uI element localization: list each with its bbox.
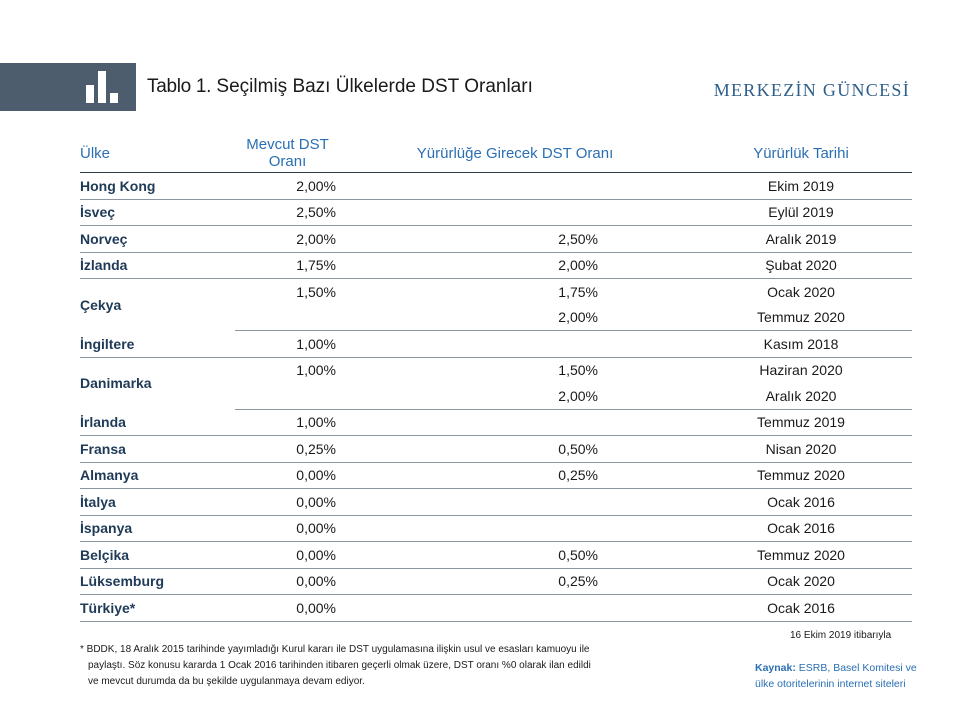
table-row [80,462,912,489]
current-rate-cell: 0,25% [235,436,340,463]
effective-date-cell: Ocak 2016 [690,595,912,622]
footnote-line-3: ve mevcut durumda da bu şekilde uygulanmaya devam ediyor. [88,676,365,687]
effective-date-cell: Eylül 2019 [690,199,912,226]
bar-chart-icon [84,71,124,103]
table-row [80,226,912,253]
country-cell: İrlanda [80,409,235,436]
table-row [80,252,912,279]
upcoming-rate-cell: 0,25% [340,462,690,489]
current-rate-cell: 0,00% [235,595,340,622]
table-row [80,409,912,436]
upcoming-rate-cell [340,199,690,226]
country-cell: Danimarka [80,375,152,392]
country-cell: İtalya [80,489,235,516]
effective-date-cell: Kasım 2018 [690,331,912,358]
source-label: Kaynak: [755,662,796,674]
current-rate-cell: 2,00% [235,173,340,200]
table-row [80,595,912,622]
upcoming-rate-cell [340,595,690,622]
upcoming-rate-cell: 2,00% [340,383,690,409]
header-upcoming-rate: Yürürlüğe Girecek DST Oranı [340,134,690,173]
as-of-date: 16 Ekim 2019 itibarıyla [790,630,892,641]
country-cell: İngiltere [80,331,235,358]
table-row [80,489,912,516]
effective-date-cell: Temmuz 2020 [690,542,912,569]
footnote-line-1: * BDDK, 18 Aralık 2015 tarihinde yayımladığı Kurul kararı ile DST uygulamasına ilişkin usul ve esasları kamuoyu ile [80,644,590,655]
header-band [0,63,136,111]
country-cell: İsveç [80,199,235,226]
page-title [147,76,533,98]
header-country: Ülke [80,134,235,173]
table-row [80,568,912,595]
table-row [80,357,912,383]
upcoming-rate-cell [340,331,690,358]
current-rate-cell: 1,00% [296,362,336,379]
current-rate-cell: 1,50% [296,283,336,300]
footnote-line-2: paylaştı. Söz konusu kararda 1 Ocak 2016 tarihinden itibaren geçerli olmak üzere, DST oranı %0 olarak ilan edildi [88,660,591,671]
effective-date-cell: Temmuz 2020 [690,305,912,331]
brand-logo-text: MERKEZİN GÜNCESİ [713,80,910,100]
country-cell: Norveç [80,226,235,253]
current-rate-cell: 0,00% [235,515,340,542]
effective-date-cell: Aralık 2020 [690,383,912,409]
upcoming-rate-cell: 0,50% [340,542,690,569]
current-rate-cell: 0,00% [235,542,340,569]
effective-date-cell: Nisan 2020 [690,436,912,463]
dst-rates-table [80,134,912,622]
header-effective-date: Yürürlük Tarihi [690,134,912,173]
upcoming-rate-cell [340,515,690,542]
upcoming-rate-cell: 1,50% [558,362,598,379]
country-cell: Lüksemburg [80,568,235,595]
effective-date-cell: Ocak 2016 [690,489,912,516]
table-row [80,199,912,226]
current-rate-cell [235,305,340,331]
upcoming-rate-cell [340,409,690,436]
current-rate-cell: 0,00% [235,568,340,595]
table-row [80,542,912,569]
country-cell: Belçika [80,542,235,569]
current-rate-cell: 0,00% [235,489,340,516]
effective-date-cell: Şubat 2020 [690,252,912,279]
table-row [80,515,912,542]
upcoming-rate-cell [340,173,690,200]
country-cell: İspanya [80,515,235,542]
effective-date-cell: Ocak 2020 [690,568,912,595]
upcoming-rate-cell: 2,00% [340,252,690,279]
effective-date-cell: Ocak 2016 [690,515,912,542]
current-rate-cell: 1,00% [235,409,340,436]
source-note [755,660,935,692]
title-prefix: Tablo 1. [147,76,212,97]
upcoming-rate-cell: 0,25% [340,568,690,595]
upcoming-rate-cell: 2,50% [340,226,690,253]
table-row [80,279,912,305]
upcoming-rate-cell [340,489,690,516]
effective-date-cell: Ekim 2019 [690,173,912,200]
country-cell: Hong Kong [80,173,235,200]
upcoming-rate-cell: 1,75% [558,283,598,300]
current-rate-cell: 1,75% [235,252,340,279]
dst-table-container [80,134,912,622]
table-row [80,173,912,200]
table-row [80,331,912,358]
effective-date-cell: Ocak 2020 [767,283,835,300]
footnote [80,642,700,690]
current-rate-cell: 2,50% [235,199,340,226]
current-rate-cell: 1,00% [235,331,340,358]
table-header-row [80,134,912,173]
current-rate-cell [235,383,340,409]
country-cell: Çekya [80,296,122,313]
country-cell: İzlanda [80,252,235,279]
upcoming-rate-cell: 0,50% [340,436,690,463]
table-row [80,436,912,463]
effective-date-cell: Temmuz 2019 [690,409,912,436]
header-current-rate: Mevcut DST Oranı [235,134,340,173]
country-cell: Türkiye* [80,595,235,622]
current-rate-cell: 2,00% [235,226,340,253]
upcoming-rate-cell: 2,00% [340,305,690,331]
effective-date-cell: Haziran 2020 [759,362,843,379]
title-text: Seçilmiş Bazı Ülkelerde DST Oranları [211,76,533,97]
country-cell: Almanya [80,462,235,489]
current-rate-cell: 0,00% [235,462,340,489]
effective-date-cell: Temmuz 2020 [690,462,912,489]
effective-date-cell: Aralık 2019 [690,226,912,253]
country-cell: Fransa [80,436,235,463]
table-body [80,173,912,622]
source-text: ESRB, Basel Komitesi ve ülke otoritelerinin internet siteleri [755,662,917,690]
